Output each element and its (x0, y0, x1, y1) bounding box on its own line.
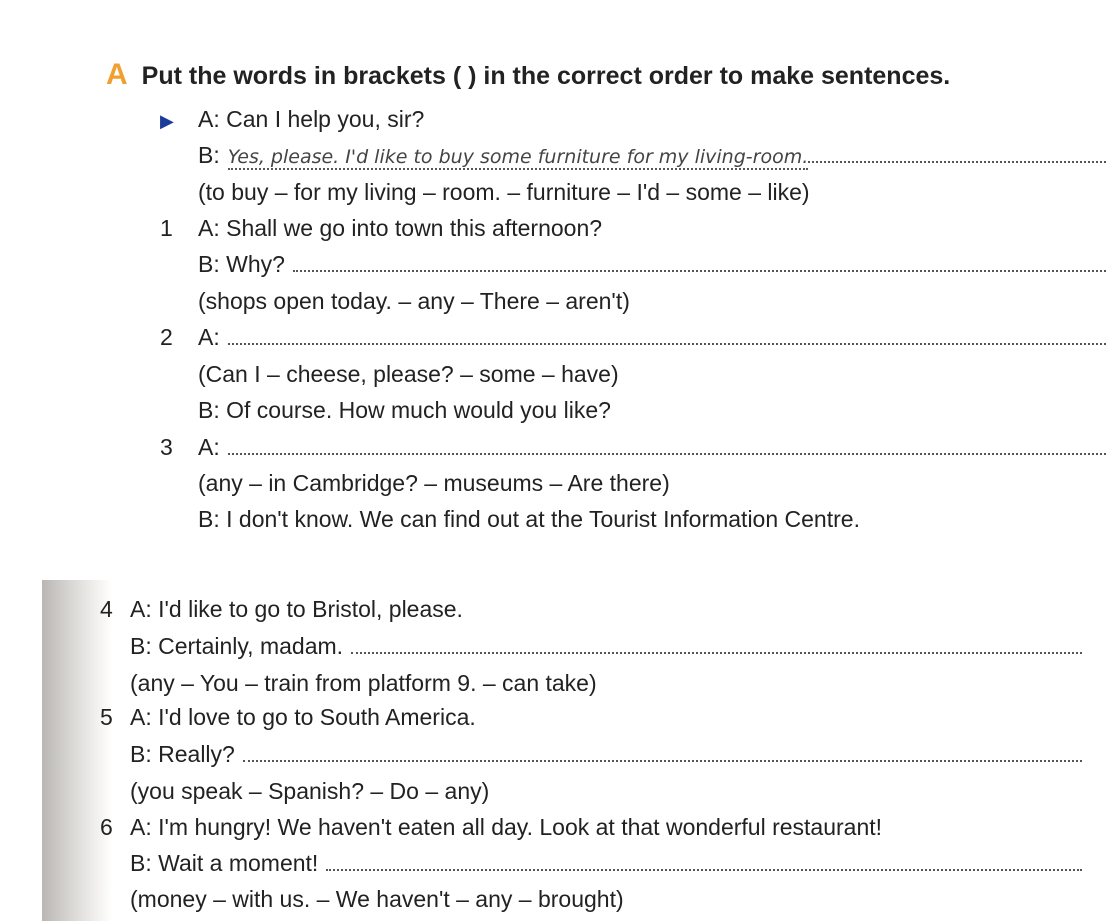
example-words (160, 179, 1106, 209)
answer-line (808, 143, 1106, 163)
answer-line[interactable] (326, 851, 1082, 871)
item-6-line-2 (100, 850, 1082, 880)
example-line-a (160, 106, 1106, 136)
item-1-line-3 (160, 288, 1106, 318)
dialogue-text: B: Really? (130, 741, 235, 767)
item-5-line-1 (100, 704, 1082, 734)
item-number: 6 (100, 814, 113, 840)
dialogue-text: (money – with us. – We haven't – any – brought) (130, 886, 624, 912)
answer-line[interactable] (293, 252, 1106, 272)
dialogue-text: A: I'd like to go to Bristol, please. (130, 596, 463, 622)
dialogue-text: (you speak – Spanish? – Do – any) (130, 778, 490, 804)
item-1-line-2 (160, 251, 1106, 281)
dialogue-text: A: Can I help you, sir? (198, 106, 425, 132)
dialogue-text: B: (198, 142, 220, 168)
exercise-instruction: Put the words in brackets ( ) in the correct order to make sentences. (141, 62, 951, 90)
item-number: 3 (160, 434, 173, 460)
example-triangle-icon: ▶ (160, 111, 174, 131)
answer-line[interactable] (351, 634, 1082, 654)
example-line-b (160, 142, 1106, 172)
dialogue-text: (to buy – for my living – room. – furniture – I'd – some – like) (198, 179, 810, 205)
item-number: 5 (100, 704, 113, 730)
dialogue-text: (any – You – train from platform 9. – can take) (130, 670, 597, 696)
item-6-line-3 (100, 886, 1082, 916)
dialogue-text: B: Of course. How much would you like? (198, 397, 611, 423)
dialogue-text: A: Shall we go into town this afternoon? (198, 215, 603, 241)
item-4-line-2 (100, 633, 1082, 663)
item-2-line-1 (160, 324, 1106, 354)
item-6-line-1 (100, 814, 1082, 844)
dialogue-text: B: I don't know. We can find out at the Tourist Information Centre. (198, 506, 860, 532)
answer-line[interactable] (228, 435, 1106, 455)
item-4-line-1 (100, 596, 1082, 626)
item-number: 4 (100, 596, 113, 622)
item-3-line-3 (160, 506, 1106, 536)
dialogue-text: B: Certainly, madam. (130, 633, 344, 659)
item-3-line-2 (160, 470, 1106, 500)
dialogue-text: A: I'd love to go to South America. (130, 704, 476, 730)
item-1-line-1 (160, 215, 1106, 245)
item-2-line-3 (160, 397, 1106, 427)
dialogue-text: B: Wait a moment! (130, 850, 319, 876)
dialogue-text: A: (198, 324, 220, 350)
exercise-heading (106, 58, 950, 92)
item-number: 1 (160, 215, 173, 241)
item-4-line-3 (100, 670, 1082, 700)
answer-line[interactable] (243, 742, 1082, 762)
example-answer: Yes, please. I'd like to buy some furniture for my living-room. (227, 146, 809, 168)
dialogue-text: (Can I – cheese, please? – some – have) (198, 361, 619, 387)
answer-line[interactable] (228, 325, 1106, 345)
item-3-line-1 (160, 434, 1106, 464)
dialogue-text: A: (198, 434, 220, 460)
dialogue-text: (any – in Cambridge? – museums – Are there) (198, 470, 670, 496)
item-5-line-3 (100, 778, 1082, 808)
item-2-line-2 (160, 361, 1106, 391)
dialogue-text: (shops open today. – any – There – aren't) (198, 288, 630, 314)
dialogue-text: B: Why? (198, 251, 285, 277)
item-number: 2 (160, 324, 173, 350)
item-5-line-2 (100, 741, 1082, 771)
exercise-letter: A (106, 58, 128, 91)
dialogue-text: A: I'm hungry! We haven't eaten all day. Look at that wonderful restaurant! (130, 814, 883, 840)
